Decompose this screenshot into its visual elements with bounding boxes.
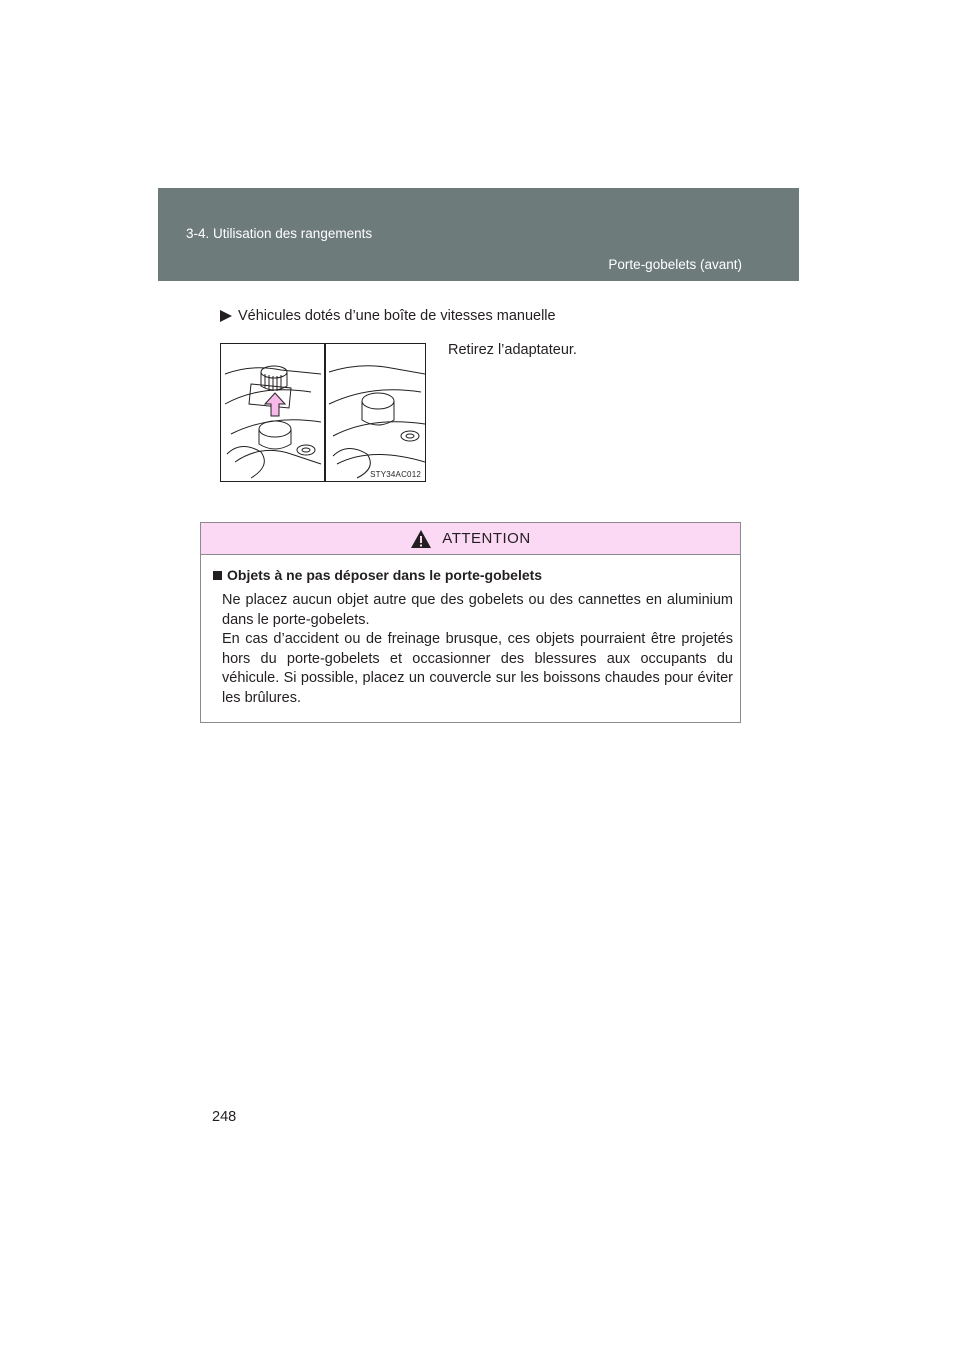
cup-holder-drawing bbox=[221, 344, 425, 481]
vehicle-type-text: Véhicules dotés d’une boîte de vitesses manuelle bbox=[238, 308, 556, 324]
page-topic: Porte-gobelets (avant) bbox=[608, 257, 742, 272]
instruction-text: Retirez l’adaptateur. bbox=[448, 342, 577, 358]
caution-heading-text: Objets à ne pas déposer dans le porte-gobelets bbox=[227, 567, 543, 583]
page-number: 248 bbox=[212, 1109, 237, 1125]
square-bullet-icon bbox=[213, 571, 222, 580]
cup-holder-illustration bbox=[220, 343, 426, 482]
caution-body bbox=[201, 555, 740, 708]
caution-box bbox=[200, 522, 741, 723]
lift-arrow-icon bbox=[265, 393, 285, 416]
caution-header bbox=[201, 523, 740, 555]
triangle-bullet-icon bbox=[220, 310, 232, 322]
section-label: 3-4. Utilisation des rangements bbox=[186, 226, 373, 241]
caution-paragraph-1: Ne placez aucun objet autre que des gobelets ou des cannettes en aluminium dans le porte-gobelets. bbox=[222, 592, 733, 628]
vehicle-type-line bbox=[220, 308, 556, 324]
figure-code: STY34AC012 bbox=[370, 470, 421, 479]
caution-title: ATTENTION bbox=[442, 530, 531, 547]
warning-triangle-icon bbox=[410, 529, 432, 549]
caution-subheading bbox=[213, 567, 733, 583]
caution-paragraph bbox=[222, 591, 733, 708]
caution-paragraph-2: En cas d’accident ou de freinage brusque, ces objets pourraient être projetés hors du porte-gobelets et occasionner des blessures aux occupants du véhicule. Si possible, placez un couvercle sur les boissons chaudes pour éviter les brûlures. bbox=[222, 631, 733, 706]
